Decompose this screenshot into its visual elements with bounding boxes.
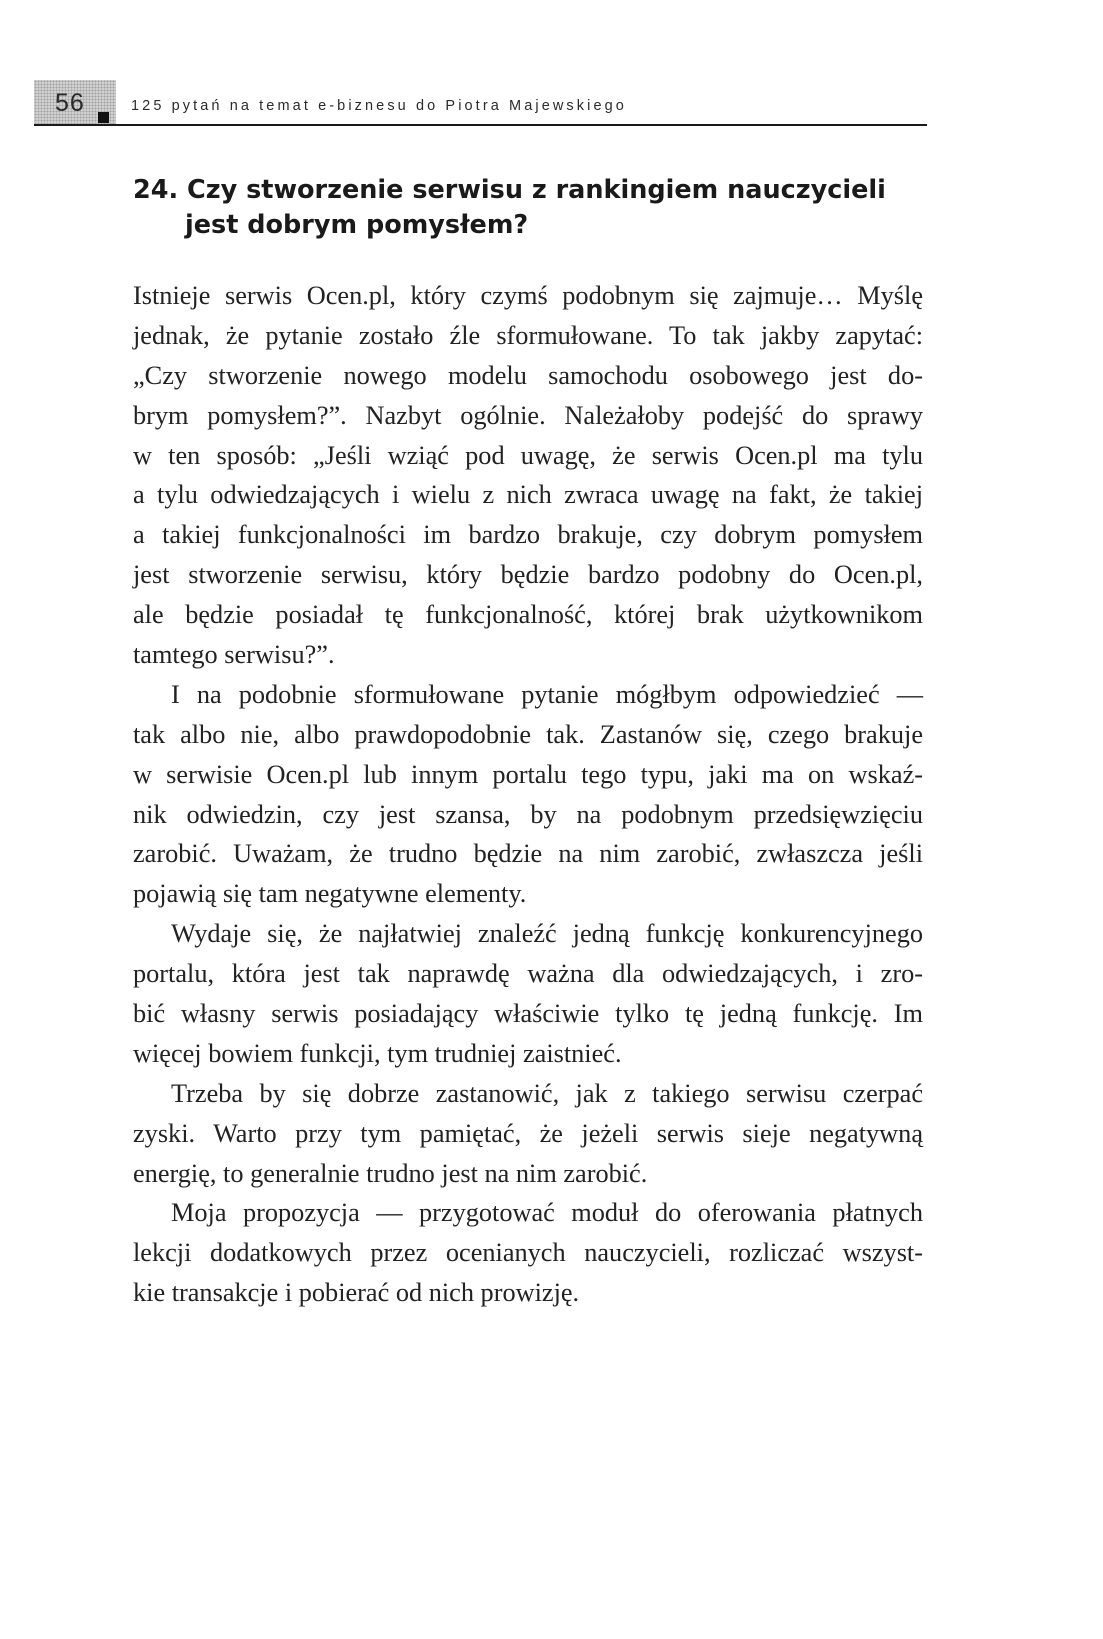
text-line: ale będzie posiadał tę funkcjonalność, której brak użytkownikom [133, 600, 923, 630]
text-line: bić własny serwis posiadający właściwie tylko tę jedną funkcję. Im [133, 999, 923, 1029]
paragraph [133, 914, 923, 1074]
body-text [133, 276, 923, 1313]
text-line: brym pomysłem?”. Nazbyt ogólnie. Należałoby podejść do sprawy [133, 400, 923, 430]
text-line: tak albo nie, albo prawdopodobnie tak. Zastanów się, czego brakuje [133, 719, 923, 749]
header-square-bullet [98, 112, 109, 123]
text-line: Moja propozycja — przygotować moduł do oferowania płatnych [171, 1198, 923, 1228]
text-line: więcej bowiem funkcji, tym trudniej zaistnieć. [133, 1038, 622, 1068]
question-heading-line: 24. Czy stworzenie serwisu z rankingiem nauczycieli [133, 175, 886, 205]
text-line: I na podobnie sformułowane pytanie mógłbym odpowiedzieć — [171, 679, 923, 709]
paragraph [133, 675, 923, 914]
text-line: Istnieje serwis Ocen.pl, który czymś podobnym się zajmuje… Myślę [133, 281, 923, 310]
text-line: w serwisie Ocen.pl lub innym portalu tego typu, jaki ma on wskaź- [133, 759, 923, 789]
text-line: zarobić. Uważam, że trudno będzie na nim zarobić, zwłaszcza jeśli [133, 839, 923, 869]
page-number: 56 [55, 89, 85, 117]
text-line: Wydaje się, że najłatwiej znaleźć jedną funkcję konkurencyjnego [171, 919, 923, 949]
text-line: „Czy stworzenie nowego modelu samochodu osobowego jest do- [133, 360, 923, 390]
text-line: energię, to generalnie trudno jest na nim zarobić. [133, 1158, 648, 1188]
paragraph [133, 1074, 923, 1194]
text-line: jest stworzenie serwisu, który będzie bardzo podobny do Ocen.pl, [133, 560, 923, 590]
text-line: nik odwiedzin, czy jest szansa, by na podobnym przedsięwzięciu [133, 799, 923, 829]
text-line: lekcji dodatkowych przez ocenianych nauczycieli, rozliczać wszyst- [133, 1238, 923, 1268]
header-rule [34, 124, 927, 126]
text-line: pojawią się tam negatywne elementy. [133, 879, 527, 909]
text-line: Trzeba by się dobrze zastanowić, jak z takiego serwisu czerpać [171, 1078, 923, 1108]
text-line: jednak, że pytanie zostało źle sformułowane. To tak jakby zapytać: [133, 320, 923, 350]
running-title: 125 pytań na temat e-biznesu do Piotra Majewskiego [131, 98, 627, 114]
text-line: kie transakcje i pobierać od nich prowizję. [133, 1278, 580, 1308]
paragraph [133, 1193, 923, 1313]
text-line: tamtego serwisu?”. [133, 640, 335, 670]
text-line: zyski. Warto przy tym pamiętać, że jeżeli serwis sieje negatywną [133, 1118, 923, 1148]
question-heading-line: jest dobrym pomysłem? [185, 210, 529, 240]
text-line: w ten sposób: „Jeśli wziąć pod uwagę, że serwis Ocen.pl ma tylu [133, 440, 923, 470]
text-line: portalu, która jest tak naprawdę ważna dla odwiedzających, i zro- [133, 959, 923, 989]
text-line: a takiej funkcjonalności im bardzo brakuje, czy dobrym pomysłem [133, 520, 923, 550]
text-line: a tylu odwiedzających i wielu z nich zwraca uwagę na fakt, że takiej [133, 480, 923, 510]
question-heading [133, 173, 923, 243]
paragraph [133, 276, 923, 675]
